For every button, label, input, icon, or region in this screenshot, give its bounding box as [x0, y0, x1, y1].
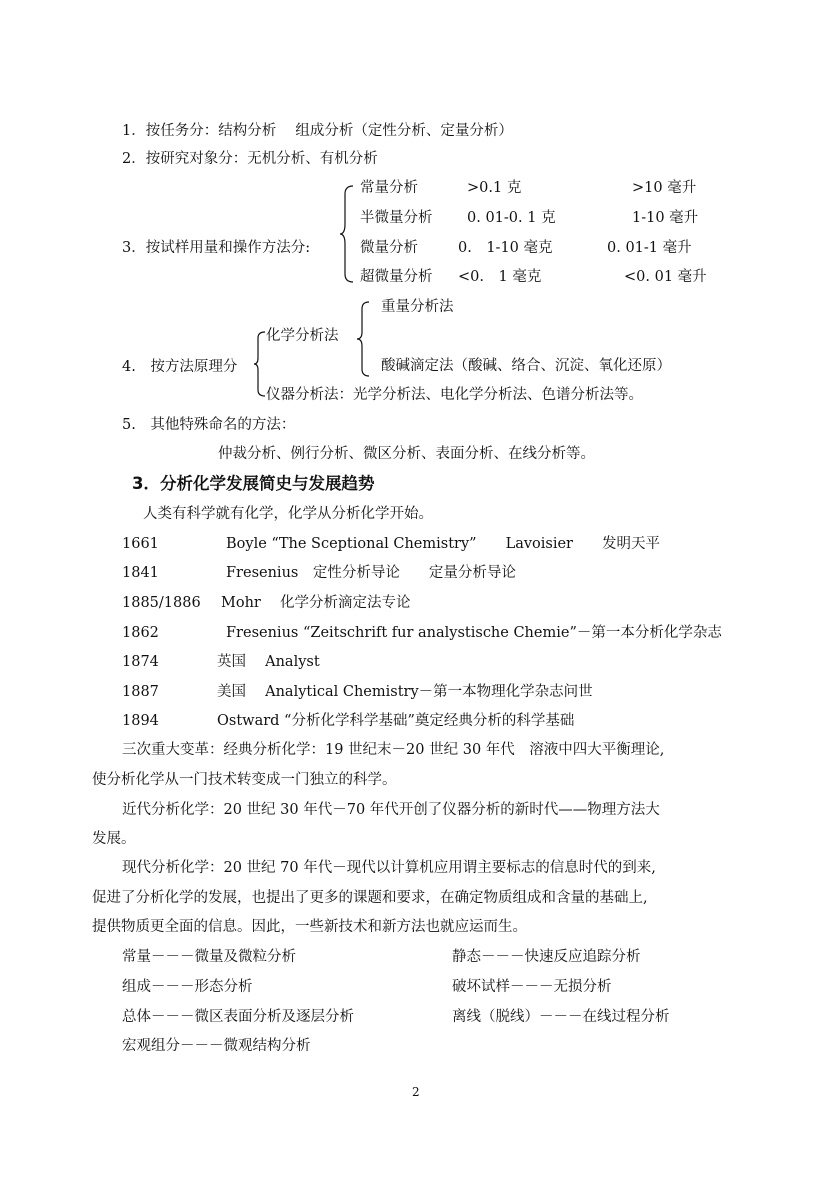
trend-left: 常量－－－微量及微粒分析 [122, 949, 296, 965]
paragraph-line: 近代分析化学：20 世纪 30 年代－70 年代开创了仪器分析的新时代——物理方法大 [122, 802, 660, 818]
row-1-mass: >0.1 克 [467, 180, 522, 196]
paragraph-line: 现代分析化学：20 世纪 70 年代－现代以计算机应用谓主要标志的信息时代的到来, [122, 860, 656, 876]
row-1-name: 常量分析 [360, 180, 418, 196]
timeline-year: 1862 [122, 625, 159, 641]
section-intro: 人类有科学就有化学，化学从分析化学开始。 [143, 506, 433, 522]
item-1-task-classification: 1．按任务分：结构分析 组成分析（定性分析、定量分析） [122, 123, 513, 139]
item-4-label: 4. 按方法原理分 [122, 359, 238, 375]
timeline-year: 1885/1886 [122, 595, 201, 611]
item-5-list: 仲裁分析、例行分析、微区分析、表面分析、在线分析等。 [218, 446, 595, 462]
page-number: 2 [412, 1085, 420, 1099]
row-2-name: 半微量分析 [360, 210, 433, 226]
item-3-label: 3．按试样用量和操作方法分: [122, 240, 311, 256]
item-2-object-classification: 2．按研究对象分：无机分析、有机分析 [122, 151, 378, 167]
paragraph-line: 发展。 [92, 831, 136, 847]
timeline-year: 1661 [122, 536, 159, 552]
timeline-event: Fresenius 定性分析导论 定量分析导论 [226, 565, 516, 581]
paragraph-line: 使分析化学从一门技术转变成一门独立的科学。 [92, 772, 397, 788]
trend-left: 宏观组分－－－微观结构分析 [122, 1038, 311, 1054]
timeline-year: 1874 [122, 654, 159, 670]
item-4-inner-brace-icon [356, 300, 372, 378]
item-3-brace-icon [339, 184, 357, 284]
timeline-event: Ostward “分析化学科学基础”奠定经典分析的科学基础 [217, 713, 575, 729]
row-2-volume: 1-10 毫升 [632, 210, 699, 226]
row-4-name: 超微量分析 [360, 269, 433, 285]
timeline-event: 英国 Analyst [217, 654, 320, 670]
trend-left: 组成－－－形态分析 [122, 979, 253, 995]
section-title: 3．分析化学发展简史与发展趋势 [132, 474, 375, 493]
paragraph-line: 提供物质更全面的信息。因此，一些新技术和新方法也就应运而生。 [92, 919, 527, 935]
instrumental-analysis: 仪器分析法：光学分析法、电化学分析法、色谱分析法等。 [266, 387, 643, 403]
timeline-event: Boyle “The Sceptional Chemistry” Lavoisier 发明天平 [226, 536, 660, 552]
row-1-volume: >10 毫升 [632, 180, 697, 196]
item-5-label: 5. 其他特殊命名的方法： [122, 417, 296, 433]
trend-left: 总体－－－微区表面分析及逐层分析 [122, 1009, 354, 1025]
row-3-volume: 0. 01-1 毫升 [607, 240, 692, 256]
row-3-mass: 0. 1-10 毫克 [458, 240, 553, 256]
timeline-year: 1894 [122, 713, 159, 729]
paragraph-line: 三次重大变革：经典分析化学：19 世纪末－20 世纪 30 年代 溶液中四大平衡理论, [122, 742, 665, 758]
trend-right: 破坏试样－－－无损分析 [452, 979, 612, 995]
row-2-mass: 0. 01-0. 1 克 [467, 210, 556, 226]
timeline-year: 1887 [122, 684, 159, 700]
trend-right: 离线（脱线）－－－在线过程分析 [452, 1009, 670, 1025]
timeline-event: Fresenius “Zeitschrift fur analystische Chemie”－第一本分析化学杂志 [226, 625, 722, 641]
titration-analysis: 酸碱滴定法（酸碱、络合、沉淀、氧化还原） [381, 358, 671, 374]
gravimetric-analysis: 重量分析法 [381, 299, 454, 315]
paragraph-line: 促进了分析化学的发展，也提出了更多的课题和要求，在确定物质组成和含量的基础上, [92, 890, 648, 906]
timeline-event: Mohr 化学分析滴定法专论 [221, 595, 411, 611]
row-4-volume: <0. 01 毫升 [624, 269, 707, 285]
chemical-analysis: 化学分析法 [266, 328, 339, 344]
trend-right: 静态－－－快速反应追踪分析 [452, 949, 641, 965]
row-3-name: 微量分析 [360, 240, 418, 256]
timeline-year: 1841 [122, 565, 159, 581]
item-4-outer-brace-icon [253, 330, 267, 398]
timeline-event: 美国 Analytical Chemistry－第一本物理化学杂志问世 [217, 684, 593, 700]
row-4-mass: <0. 1 毫克 [458, 269, 542, 285]
